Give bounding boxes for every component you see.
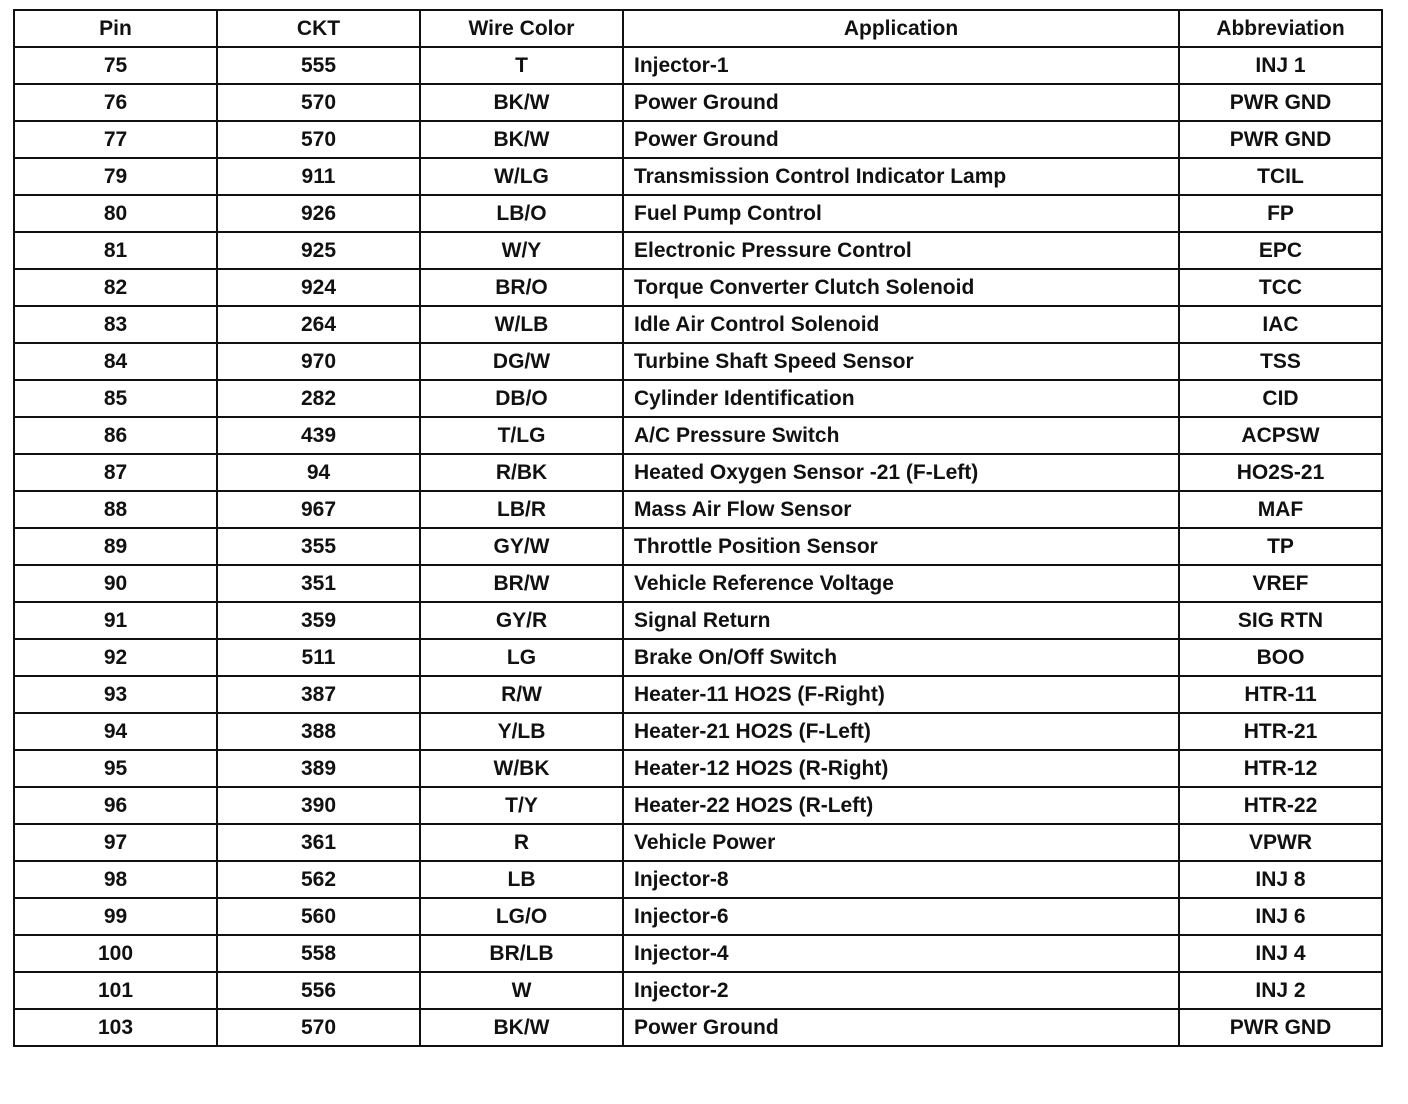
cell-wire-color: R/W	[420, 676, 623, 713]
cell-ckt: 555	[217, 47, 420, 84]
cell-wire-color: BR/LB	[420, 935, 623, 972]
cell-abbreviation: TCIL	[1179, 158, 1382, 195]
table-row	[14, 713, 1382, 750]
table-row	[14, 84, 1382, 121]
table-header	[14, 10, 1382, 47]
cell-abbreviation: IAC	[1179, 306, 1382, 343]
cell-wire-color: R/BK	[420, 454, 623, 491]
cell-abbreviation: ACPSW	[1179, 417, 1382, 454]
cell-pin: 97	[14, 824, 217, 861]
cell-application: Cylinder Identification	[623, 380, 1179, 417]
cell-wire-color: T/Y	[420, 787, 623, 824]
cell-application: Injector-4	[623, 935, 1179, 972]
cell-abbreviation: SIG RTN	[1179, 602, 1382, 639]
cell-abbreviation: CID	[1179, 380, 1382, 417]
cell-application: Injector-2	[623, 972, 1179, 1009]
cell-wire-color: LG/O	[420, 898, 623, 935]
pin-assignment-table	[13, 9, 1383, 1047]
cell-wire-color: R	[420, 824, 623, 861]
cell-ckt: 911	[217, 158, 420, 195]
cell-pin: 93	[14, 676, 217, 713]
cell-abbreviation: TP	[1179, 528, 1382, 565]
header-abbreviation: Abbreviation	[1179, 10, 1382, 47]
cell-pin: 90	[14, 565, 217, 602]
cell-ckt: 970	[217, 343, 420, 380]
cell-pin: 80	[14, 195, 217, 232]
cell-wire-color: DB/O	[420, 380, 623, 417]
table-row	[14, 454, 1382, 491]
cell-ckt: 388	[217, 713, 420, 750]
cell-application: Torque Converter Clutch Solenoid	[623, 269, 1179, 306]
cell-ckt: 390	[217, 787, 420, 824]
cell-wire-color: LB/O	[420, 195, 623, 232]
table-row	[14, 195, 1382, 232]
table-row	[14, 750, 1382, 787]
table-row	[14, 935, 1382, 972]
cell-ckt: 556	[217, 972, 420, 1009]
cell-abbreviation: PWR GND	[1179, 84, 1382, 121]
cell-pin: 86	[14, 417, 217, 454]
cell-ckt: 439	[217, 417, 420, 454]
table-row	[14, 158, 1382, 195]
cell-wire-color: GY/W	[420, 528, 623, 565]
cell-wire-color: BR/O	[420, 269, 623, 306]
cell-ckt: 570	[217, 121, 420, 158]
cell-pin: 81	[14, 232, 217, 269]
table-row	[14, 565, 1382, 602]
cell-pin: 76	[14, 84, 217, 121]
cell-application: Heater-21 HO2S (F-Left)	[623, 713, 1179, 750]
cell-ckt: 282	[217, 380, 420, 417]
cell-pin: 88	[14, 491, 217, 528]
cell-wire-color: T	[420, 47, 623, 84]
cell-abbreviation: PWR GND	[1179, 1009, 1382, 1046]
cell-application: Idle Air Control Solenoid	[623, 306, 1179, 343]
table-row	[14, 1009, 1382, 1046]
cell-ckt: 264	[217, 306, 420, 343]
cell-application: Mass Air Flow Sensor	[623, 491, 1179, 528]
cell-pin: 98	[14, 861, 217, 898]
table-row	[14, 380, 1382, 417]
table-row	[14, 47, 1382, 84]
header-application: Application	[623, 10, 1179, 47]
cell-wire-color: BR/W	[420, 565, 623, 602]
cell-ckt: 562	[217, 861, 420, 898]
cell-ckt: 926	[217, 195, 420, 232]
cell-abbreviation: INJ 1	[1179, 47, 1382, 84]
cell-ckt: 351	[217, 565, 420, 602]
cell-abbreviation: INJ 8	[1179, 861, 1382, 898]
cell-wire-color: W/LG	[420, 158, 623, 195]
cell-pin: 95	[14, 750, 217, 787]
cell-abbreviation: HTR-21	[1179, 713, 1382, 750]
cell-ckt: 355	[217, 528, 420, 565]
cell-wire-color: LB/R	[420, 491, 623, 528]
cell-abbreviation: HO2S-21	[1179, 454, 1382, 491]
cell-pin: 84	[14, 343, 217, 380]
cell-wire-color: BK/W	[420, 121, 623, 158]
cell-application: Injector-1	[623, 47, 1179, 84]
cell-abbreviation: TSS	[1179, 343, 1382, 380]
cell-application: Transmission Control Indicator Lamp	[623, 158, 1179, 195]
cell-wire-color: W	[420, 972, 623, 1009]
cell-abbreviation: INJ 4	[1179, 935, 1382, 972]
table-row	[14, 121, 1382, 158]
cell-ckt: 924	[217, 269, 420, 306]
cell-application: Fuel Pump Control	[623, 195, 1179, 232]
table-row	[14, 306, 1382, 343]
cell-wire-color: W/BK	[420, 750, 623, 787]
cell-application: Signal Return	[623, 602, 1179, 639]
cell-ckt: 389	[217, 750, 420, 787]
cell-ckt: 359	[217, 602, 420, 639]
cell-ckt: 560	[217, 898, 420, 935]
cell-wire-color: GY/R	[420, 602, 623, 639]
cell-pin: 83	[14, 306, 217, 343]
table-row	[14, 861, 1382, 898]
cell-ckt: 94	[217, 454, 420, 491]
cell-wire-color: T/LG	[420, 417, 623, 454]
cell-ckt: 511	[217, 639, 420, 676]
cell-pin: 87	[14, 454, 217, 491]
cell-pin: 79	[14, 158, 217, 195]
cell-ckt: 570	[217, 1009, 420, 1046]
cell-abbreviation: TCC	[1179, 269, 1382, 306]
cell-abbreviation: INJ 2	[1179, 972, 1382, 1009]
cell-application: Vehicle Power	[623, 824, 1179, 861]
cell-application: Heater-12 HO2S (R-Right)	[623, 750, 1179, 787]
cell-ckt: 387	[217, 676, 420, 713]
header-wire-color: Wire Color	[420, 10, 623, 47]
cell-wire-color: Y/LB	[420, 713, 623, 750]
table-row	[14, 602, 1382, 639]
cell-wire-color: BK/W	[420, 84, 623, 121]
cell-abbreviation: VREF	[1179, 565, 1382, 602]
cell-application: Throttle Position Sensor	[623, 528, 1179, 565]
cell-abbreviation: PWR GND	[1179, 121, 1382, 158]
cell-application: Power Ground	[623, 121, 1179, 158]
cell-abbreviation: FP	[1179, 195, 1382, 232]
table-row	[14, 898, 1382, 935]
cell-application: Power Ground	[623, 84, 1179, 121]
cell-application: Heated Oxygen Sensor -21 (F-Left)	[623, 454, 1179, 491]
cell-wire-color: BK/W	[420, 1009, 623, 1046]
table-row	[14, 232, 1382, 269]
cell-application: Vehicle Reference Voltage	[623, 565, 1179, 602]
cell-ckt: 570	[217, 84, 420, 121]
cell-pin: 99	[14, 898, 217, 935]
cell-pin: 89	[14, 528, 217, 565]
cell-pin: 91	[14, 602, 217, 639]
cell-abbreviation: HTR-12	[1179, 750, 1382, 787]
cell-wire-color: LB	[420, 861, 623, 898]
cell-pin: 77	[14, 121, 217, 158]
cell-application: Heater-11 HO2S (F-Right)	[623, 676, 1179, 713]
cell-application: Power Ground	[623, 1009, 1179, 1046]
cell-ckt: 967	[217, 491, 420, 528]
header-ckt: CKT	[217, 10, 420, 47]
cell-abbreviation: VPWR	[1179, 824, 1382, 861]
cell-abbreviation: BOO	[1179, 639, 1382, 676]
cell-abbreviation: HTR-11	[1179, 676, 1382, 713]
cell-pin: 103	[14, 1009, 217, 1046]
cell-ckt: 925	[217, 232, 420, 269]
cell-application: Turbine Shaft Speed Sensor	[623, 343, 1179, 380]
cell-application: Brake On/Off Switch	[623, 639, 1179, 676]
table-row	[14, 528, 1382, 565]
header-row	[14, 10, 1382, 47]
cell-pin: 92	[14, 639, 217, 676]
cell-pin: 82	[14, 269, 217, 306]
table-row	[14, 491, 1382, 528]
cell-application: Heater-22 HO2S (R-Left)	[623, 787, 1179, 824]
cell-application: Injector-8	[623, 861, 1179, 898]
cell-abbreviation: MAF	[1179, 491, 1382, 528]
cell-wire-color: W/LB	[420, 306, 623, 343]
table-row	[14, 343, 1382, 380]
table-row	[14, 824, 1382, 861]
cell-application: Electronic Pressure Control	[623, 232, 1179, 269]
table-row	[14, 417, 1382, 454]
header-pin: Pin	[14, 10, 217, 47]
cell-wire-color: LG	[420, 639, 623, 676]
table-row	[14, 787, 1382, 824]
cell-abbreviation: INJ 6	[1179, 898, 1382, 935]
table-body	[14, 47, 1382, 1046]
cell-pin: 85	[14, 380, 217, 417]
cell-ckt: 361	[217, 824, 420, 861]
cell-application: A/C Pressure Switch	[623, 417, 1179, 454]
cell-abbreviation: HTR-22	[1179, 787, 1382, 824]
cell-wire-color: DG/W	[420, 343, 623, 380]
cell-ckt: 558	[217, 935, 420, 972]
cell-pin: 101	[14, 972, 217, 1009]
cell-wire-color: W/Y	[420, 232, 623, 269]
cell-pin: 100	[14, 935, 217, 972]
table-row	[14, 972, 1382, 1009]
cell-pin: 96	[14, 787, 217, 824]
cell-pin: 94	[14, 713, 217, 750]
table-row	[14, 676, 1382, 713]
table-row	[14, 269, 1382, 306]
cell-abbreviation: EPC	[1179, 232, 1382, 269]
cell-application: Injector-6	[623, 898, 1179, 935]
cell-pin: 75	[14, 47, 217, 84]
table-row	[14, 639, 1382, 676]
